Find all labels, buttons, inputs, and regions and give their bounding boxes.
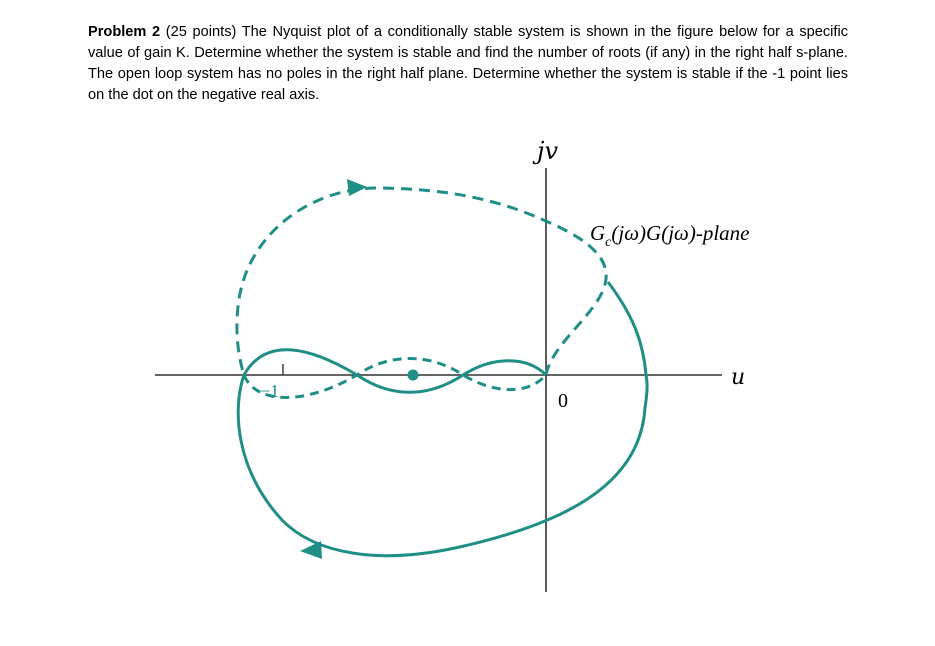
nyquist-solid-loops <box>244 350 546 393</box>
origin-label: 0 <box>558 390 568 412</box>
direction-arrow-bottom-icon <box>300 541 322 559</box>
direction-arrow-top-icon <box>347 179 367 196</box>
critical-point-dot <box>408 370 419 381</box>
real-axis-label: u <box>731 365 746 390</box>
plane-label-rest: (jω)G(jω)-plane <box>611 221 750 245</box>
plane-label-g: G <box>590 221 606 245</box>
minus-one-label: −1 <box>260 381 280 401</box>
problem-label: Problem 2 <box>88 24 161 40</box>
plane-label-subscript: c <box>605 235 612 250</box>
plane-label <box>590 221 750 250</box>
nyquist-solid-arc <box>238 375 647 556</box>
nyquist-solid-upper <box>608 282 646 375</box>
imaginary-axis-label: jv <box>537 137 558 165</box>
nyquist-dashed-arc <box>237 188 606 375</box>
problem-text: (25 points) The Nyquist plot of a conditionally stable system is shown in the figure below for a specific value of gain K. Determine whether the system is stable and find the number of roots (if any) in the right half s-plane. The open loop system has no poles in the right half plane. Determine whether the system is stable if the -1 point lies on the dot on the negative real axis. <box>88 24 848 103</box>
